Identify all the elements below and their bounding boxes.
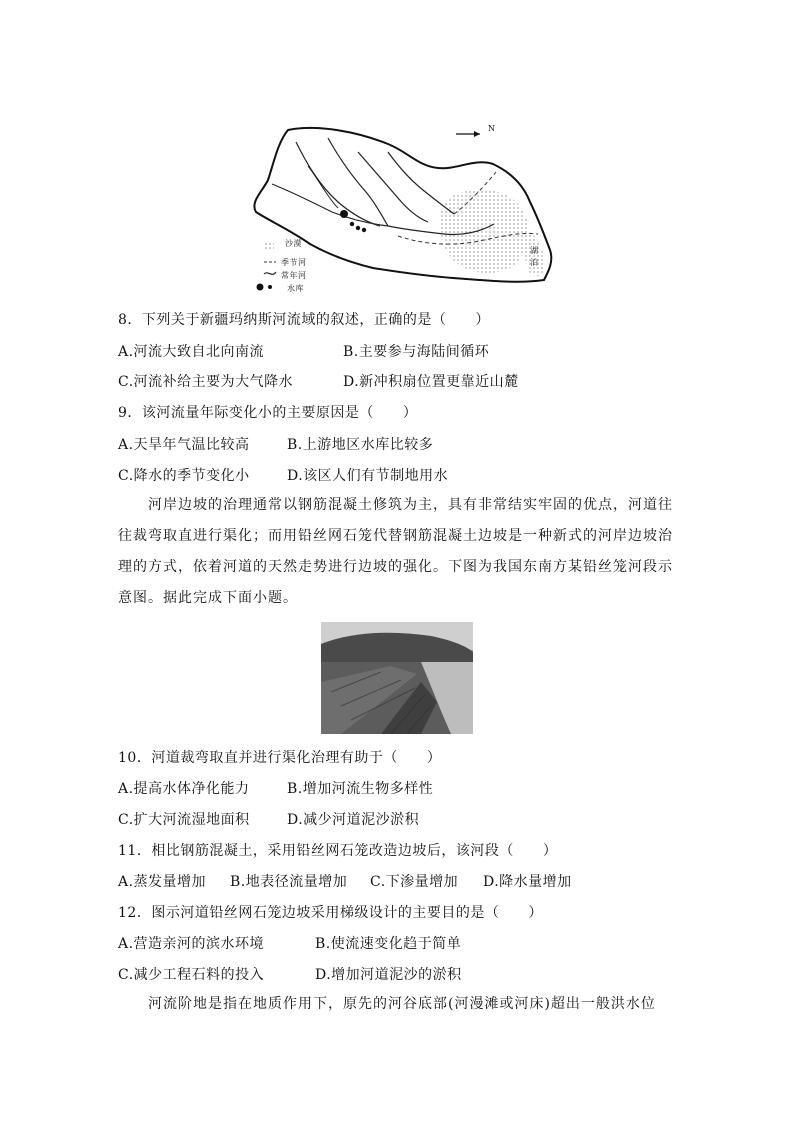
q8-option-d: D.新冲积扇位置更靠近山麓 [343,374,519,390]
desert-area [440,190,528,273]
q11-option-b: B.地表径流量增加 [230,874,348,890]
q12-stem: 12．图示河道铅丝网石笼边坡采用梯级设计的主要目的是（ ） [118,905,543,921]
q9-option-b: B.上游地区水库比较多 [287,437,434,453]
q12-option-c: C.减少工程石料的投入 [118,967,265,983]
q9-option-a: A.天旱年气温比较高 [118,437,250,453]
q8-stem: 8．下列关于新疆玛纳斯河流域的叙述，正确的是（ ） [118,312,490,328]
q8-option-a: A.河流大致自北向南流 [118,344,265,360]
q10-option-d: D.减少河道泥沙淤积 [287,812,420,828]
q10-option-b: B.增加河流生物多样性 [287,781,434,797]
legend-desert: 沙漠 [285,239,302,248]
q9-option-d: D.该区人们有节制地用水 [287,468,449,484]
q8-option-c: C.河流补给主要为大气降水 [118,374,294,390]
q10-option-a: A.提高水体净化能力 [118,781,250,797]
legend-perennial-river: 常年河 [281,271,307,280]
q9-option-c: C.降水的季节变化小 [118,468,250,484]
q11-option-c: C.下渗量增加 [370,874,459,890]
q11-option-a: A.蒸发量增加 [118,874,207,890]
q10-stem: 10．河道裁弯取直并进行渠化治理有助于（ ） [118,750,442,766]
q11-stem: 11．相比钢筋混凝土，采用铅丝网石笼改造边坡后，该河段（ ） [118,843,558,859]
legend-reservoir: 水库 [287,284,304,293]
q11-option-d: D.降水量增加 [483,874,572,890]
q8-option-b: B.主要参与海陆间循环 [343,344,490,360]
q12-option-b: B.使流速变化趋于简单 [315,936,462,952]
q12-option-a: A.营造亲河的滨水环境 [118,936,265,952]
legend-seasonal-river: 季节河 [281,258,307,267]
passage-2: 河流阶地是指在地质作用下，原先的河谷底部(河漫滩或河床)超出一般洪水位 [148,996,656,1012]
q10-option-c: C.扩大河流湿地面积 [118,812,250,828]
reservoir-large [340,210,348,218]
gabion-riverbank-photo [321,622,473,734]
north-label: N [488,124,496,133]
passage-1: 河岸边坡的治理通常以钢筋混凝土修筑为主，具有非常结实牢固的优点，河道往往裁弯取直进行渠化；而用铅丝网石笼代替钢筋混凝土边坡是一种新式的河岸边坡治理的方式，依着河道的天然走势进行边坡的强化。下图为我国东南方某铅丝笼河段示意图。据此完成下面小题。 [118,497,673,606]
q9-stem: 9．该河流量年际变化小的主要原因是（ ） [118,405,418,421]
lake-label: 湖泊 [530,246,539,267]
q12-option-d: D.增加河道泥沙的淤积 [315,967,462,983]
